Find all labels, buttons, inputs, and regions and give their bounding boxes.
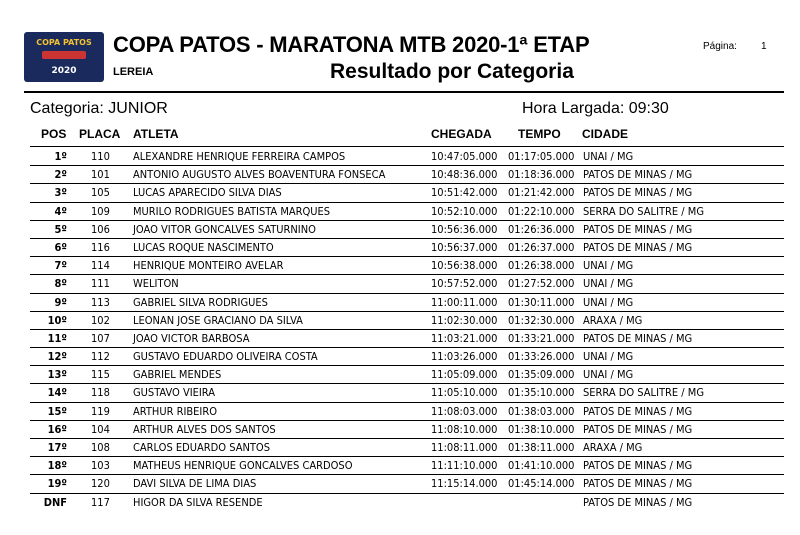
- row-finish-time: 11:08:10.000: [431, 422, 498, 436]
- table-row: [0, 275, 800, 293]
- row-city: UNAI / MG: [583, 350, 634, 364]
- row-finish-time: 10:48:36.000: [431, 168, 498, 182]
- row-finish-time: 11:03:26.000: [431, 350, 498, 364]
- row-position: 9º: [54, 295, 67, 309]
- row-elapsed-time: 01:45:14.000: [508, 477, 575, 491]
- logo-text: COPA PATOS: [36, 38, 92, 47]
- table-row: [0, 439, 800, 457]
- event-logo: [24, 32, 104, 82]
- row-plate: 109: [91, 204, 110, 218]
- row-finish-time: 10:51:42.000: [431, 186, 498, 200]
- table-row: [0, 166, 800, 184]
- row-city: PATOS DE MINAS / MG: [583, 222, 693, 236]
- row-elapsed-time: 01:35:10.000: [508, 386, 575, 400]
- table-row: [0, 184, 800, 202]
- row-city: ARAXA / MG: [583, 313, 643, 327]
- table-row: [0, 475, 800, 493]
- row-elapsed-time: 01:38:03.000: [508, 404, 575, 418]
- table-row: [0, 421, 800, 439]
- row-elapsed-time: 01:32:30.000: [508, 313, 575, 327]
- row-athlete: LEONAN JOSE GRACIANO DA SILVA: [133, 313, 303, 327]
- row-city: PATOS DE MINAS / MG: [583, 186, 693, 200]
- row-elapsed-time: 01:26:37.000: [508, 240, 575, 254]
- row-position: 19º: [47, 477, 67, 491]
- table-row: [0, 348, 800, 366]
- row-athlete: HENRIQUE MONTEIRO AVELAR: [133, 259, 284, 273]
- row-position: 14º: [47, 386, 67, 400]
- row-plate: 110: [91, 150, 110, 163]
- row-finish-time: 11:15:14.000: [431, 477, 498, 491]
- row-position: 12º: [47, 350, 67, 364]
- row-position: 5º: [54, 222, 67, 236]
- row-athlete: JOAO VITOR GONCALVES SATURNINO: [133, 222, 316, 236]
- col-header-placa: PLACA: [79, 127, 121, 141]
- header-divider: [24, 91, 784, 93]
- row-elapsed-time: 01:21:42.000: [508, 186, 575, 200]
- page-label: Página:: [703, 41, 737, 52]
- row-athlete: WELITON: [133, 277, 179, 291]
- row-elapsed-time: 01:33:21.000: [508, 331, 575, 345]
- start-time: Hora Largada: 09:30: [522, 100, 669, 117]
- col-header-pos: POS: [41, 127, 67, 141]
- row-elapsed-time: 01:26:38.000: [508, 259, 575, 273]
- logo-ribbon: [42, 51, 86, 59]
- results-table: [0, 148, 800, 512]
- row-plate: 101: [91, 168, 110, 182]
- row-plate: 119: [91, 404, 110, 418]
- row-city: ARAXA / MG: [583, 441, 643, 454]
- row-plate: 111: [91, 277, 110, 291]
- row-athlete: GABRIEL MENDES: [133, 368, 222, 382]
- table-row: [0, 148, 800, 166]
- row-plate: 112: [91, 350, 110, 364]
- row-athlete: JOAO VICTOR BARBOSA: [133, 331, 250, 345]
- row-elapsed-time: 01:26:36.000: [508, 222, 575, 236]
- table-row: [0, 294, 800, 312]
- table-row: [0, 312, 800, 330]
- row-finish-time: 10:56:38.000: [431, 259, 498, 273]
- column-header-divider: [30, 146, 784, 147]
- row-elapsed-time: 01:38:10.000: [508, 422, 575, 436]
- row-position: 17º: [47, 441, 67, 454]
- row-elapsed-time: 01:33:26.000: [508, 350, 575, 364]
- table-row: [0, 203, 800, 221]
- row-finish-time: 11:02:30.000: [431, 313, 498, 327]
- row-city: UNAI / MG: [583, 259, 634, 273]
- row-city: PATOS DE MINAS / MG: [583, 240, 693, 254]
- row-athlete: HIGOR DA SILVA RESENDE: [133, 495, 263, 509]
- row-plate: 108: [91, 441, 110, 454]
- row-finish-time: 10:56:36.000: [431, 222, 498, 236]
- row-position: 4º: [54, 204, 67, 218]
- row-plate: 106: [91, 222, 110, 236]
- col-header-tempo: TEMPO: [518, 127, 561, 141]
- row-plate: 115: [91, 368, 110, 382]
- row-city: UNAI / MG: [583, 150, 634, 163]
- row-athlete: CARLOS EDUARDO SANTOS: [133, 441, 270, 454]
- row-athlete: ARTHUR ALVES DOS SANTOS: [133, 422, 276, 436]
- row-plate: 113: [91, 295, 110, 309]
- table-row: [0, 221, 800, 239]
- row-elapsed-time: 01:17:05.000: [508, 150, 575, 163]
- row-finish-time: 11:05:09.000: [431, 368, 498, 382]
- row-position: 13º: [47, 368, 67, 382]
- col-header-cidade: CIDADE: [582, 127, 629, 141]
- table-row: [0, 494, 800, 512]
- row-city: PATOS DE MINAS / MG: [583, 168, 693, 182]
- row-finish-time: 10:57:52.000: [431, 277, 498, 291]
- table-row: [0, 239, 800, 257]
- row-elapsed-time: 01:22:10.000: [508, 204, 575, 218]
- row-elapsed-time: 01:38:11.000: [508, 441, 575, 454]
- row-finish-time: 11:11:10.000: [431, 459, 498, 473]
- row-plate: 117: [91, 495, 110, 509]
- row-position: 6º: [54, 240, 67, 254]
- row-athlete: ALEXANDRE HENRIQUE FERREIRA CAMPOS: [133, 150, 346, 163]
- row-athlete: GUSTAVO EDUARDO OLIVEIRA COSTA: [133, 350, 318, 364]
- table-row: [0, 330, 800, 348]
- table-row: [0, 257, 800, 275]
- row-elapsed-time: 01:41:10.000: [508, 459, 575, 473]
- table-row: [0, 384, 800, 402]
- row-position: 1º: [54, 150, 67, 163]
- col-header-chegada: CHEGADA: [431, 127, 492, 141]
- row-athlete: GUSTAVO VIEIRA: [133, 386, 216, 400]
- row-city: UNAI / MG: [583, 277, 634, 291]
- row-city: PATOS DE MINAS / MG: [583, 331, 693, 345]
- venue-name: LEREIA: [113, 66, 154, 78]
- row-elapsed-time: 01:30:11.000: [508, 295, 575, 309]
- row-position: 18º: [47, 459, 67, 473]
- row-athlete: MATHEUS HENRIQUE GONCALVES CARDOSO: [133, 459, 353, 473]
- row-athlete: LUCAS APARECIDO SILVA DIAS: [133, 186, 282, 200]
- col-header-atleta: ATLETA: [133, 127, 179, 141]
- row-athlete: DAVI SILVA DE LIMA DIAS: [133, 477, 257, 491]
- row-position: 7º: [54, 259, 67, 273]
- row-finish-time: 10:52:10.000: [431, 204, 498, 218]
- row-finish-time: 11:00:11.000: [431, 295, 498, 309]
- row-athlete: ARTHUR RIBEIRO: [133, 404, 218, 418]
- row-athlete: ANTONIO AUGUSTO ALVES BOAVENTURA FONSECA: [133, 168, 386, 182]
- row-plate: 114: [91, 259, 110, 273]
- row-city: UNAI / MG: [583, 295, 634, 309]
- row-elapsed-time: 01:27:52.000: [508, 277, 575, 291]
- row-city: PATOS DE MINAS / MG: [583, 477, 693, 491]
- row-elapsed-time: 01:18:36.000: [508, 168, 575, 182]
- row-city: SERRA DO SALITRE / MG: [583, 386, 704, 400]
- row-position: DNF: [43, 495, 67, 509]
- table-row: [0, 366, 800, 384]
- row-city: UNAI / MG: [583, 368, 634, 382]
- row-plate: 107: [91, 331, 110, 345]
- row-position: 16º: [47, 422, 67, 436]
- row-plate: 103: [91, 459, 110, 473]
- row-position: 11º: [47, 331, 67, 345]
- category-label: Categoria: JUNIOR: [30, 100, 168, 117]
- report-title: COPA PATOS - MARATONA MTB 2020-1ª ETAP: [113, 32, 590, 57]
- row-finish-time: 11:08:11.000: [431, 441, 498, 454]
- row-plate: 105: [91, 186, 110, 200]
- row-plate: 116: [91, 240, 110, 254]
- row-plate: 104: [91, 422, 110, 436]
- row-athlete: GABRIEL SILVA RODRIGUES: [133, 295, 268, 309]
- row-city: SERRA DO SALITRE / MG: [583, 204, 704, 218]
- row-position: 8º: [54, 277, 67, 291]
- row-finish-time: 11:03:21.000: [431, 331, 498, 345]
- row-athlete: LUCAS ROQUE NASCIMENTO: [133, 240, 274, 254]
- row-plate: 120: [91, 477, 110, 491]
- row-finish-time: 10:56:37.000: [431, 240, 498, 254]
- table-row: [0, 457, 800, 475]
- row-finish-time: 10:47:05.000: [431, 150, 498, 163]
- row-position: 15º: [47, 404, 67, 418]
- row-finish-time: 11:05:10.000: [431, 386, 498, 400]
- row-city: PATOS DE MINAS / MG: [583, 459, 693, 473]
- table-row: [0, 403, 800, 421]
- row-position: 2º: [54, 168, 67, 182]
- row-city: PATOS DE MINAS / MG: [583, 495, 693, 509]
- page-number: 1: [761, 41, 767, 52]
- row-position: 10º: [47, 313, 67, 327]
- row-position: 3º: [54, 186, 67, 200]
- row-finish-time: 11:08:03.000: [431, 404, 498, 418]
- row-elapsed-time: 01:35:09.000: [508, 368, 575, 382]
- report-subtitle: Resultado por Categoria: [330, 60, 574, 83]
- row-plate: 102: [91, 313, 110, 327]
- row-plate: 118: [91, 386, 110, 400]
- row-city: PATOS DE MINAS / MG: [583, 404, 693, 418]
- row-athlete: MURILO RODRIGUES BATISTA MARQUES: [133, 204, 331, 218]
- logo-year: 2020: [51, 66, 77, 76]
- row-city: PATOS DE MINAS / MG: [583, 422, 693, 436]
